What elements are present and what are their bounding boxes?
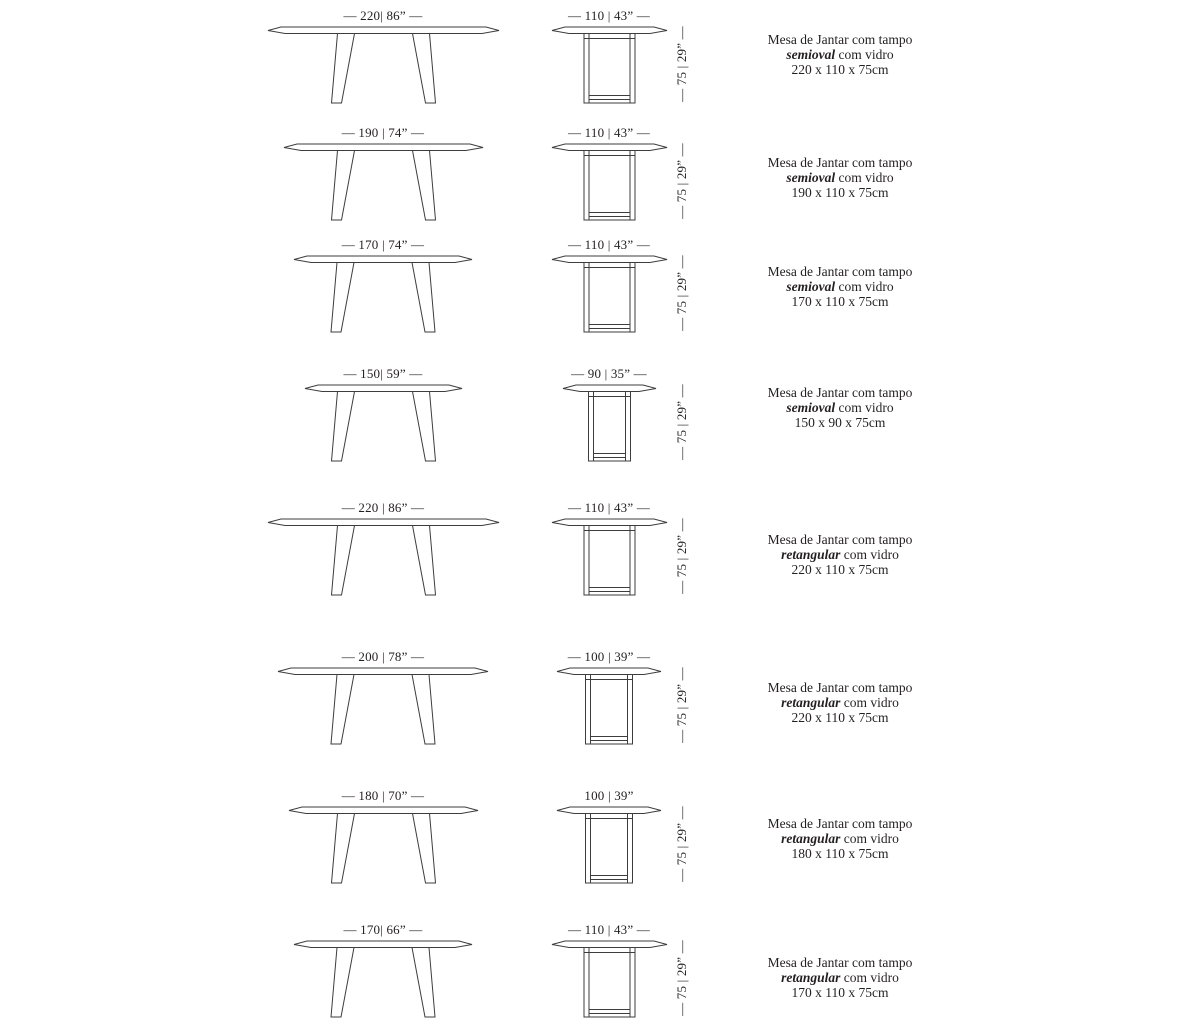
- product-dimensions: 190 x 110 x 75cm: [791, 185, 889, 200]
- spec-row: [0, 788, 1200, 888]
- height-dimension: [650, 939, 714, 1017]
- front-width-label: — 220 | 86” —: [341, 500, 425, 515]
- table-front-drawing: [293, 255, 473, 333]
- product-description: [728, 385, 952, 430]
- height-label: — 75 | 29” —: [674, 667, 689, 743]
- product-material: com vidro: [835, 279, 894, 294]
- product-shape: semioval: [786, 400, 836, 415]
- table-front-drawing: [267, 518, 500, 596]
- table-front-view: [267, 8, 500, 104]
- product-dimensions: 180 x 110 x 75cm: [791, 846, 889, 861]
- product-title: Mesa de Jantar com tampo: [767, 816, 913, 831]
- front-width-label: — 150| 59” —: [343, 366, 423, 381]
- product-material: com vidro: [840, 970, 899, 985]
- side-width-label: — 110 | 43” —: [568, 922, 650, 937]
- spec-row: [0, 8, 1200, 108]
- product-shape: retangular: [781, 970, 841, 985]
- table-front-view: [288, 788, 479, 884]
- height-label: — 75 | 29” —: [674, 518, 689, 594]
- product-material: com vidro: [835, 400, 894, 415]
- height-label: — 75 | 29” —: [674, 384, 689, 460]
- spec-row: [0, 500, 1200, 600]
- table-front-view: [277, 649, 489, 745]
- height-label: — 75 | 29” —: [674, 143, 689, 219]
- product-dimensions: 220 x 110 x 75cm: [791, 710, 889, 725]
- table-side-drawing: [556, 667, 662, 745]
- product-description: [728, 155, 952, 200]
- product-title: Mesa de Jantar com tampo: [767, 32, 913, 47]
- spec-row: [0, 366, 1200, 466]
- product-description: [728, 264, 952, 309]
- product-subtitle: [728, 279, 952, 294]
- table-front-view: [293, 922, 473, 1018]
- product-dimensions: 150 x 90 x 75cm: [794, 415, 886, 430]
- spec-row: [0, 125, 1200, 225]
- table-front-drawing: [293, 940, 473, 1018]
- height-dimension: [650, 142, 714, 220]
- height-label: — 75 | 29” —: [674, 806, 689, 882]
- product-title: Mesa de Jantar com tampo: [767, 264, 913, 279]
- product-dimensions: 170 x 110 x 75cm: [791, 294, 889, 309]
- table-side-drawing: [556, 806, 662, 884]
- height-label: — 75 | 29” —: [674, 940, 689, 1016]
- product-description: [728, 955, 952, 1000]
- product-subtitle: [728, 170, 952, 185]
- side-width-label: 100 | 39”: [584, 788, 634, 803]
- product-title: Mesa de Jantar com tampo: [767, 532, 913, 547]
- product-dimensions: 170 x 110 x 75cm: [791, 985, 889, 1000]
- product-title: Mesa de Jantar com tampo: [767, 955, 913, 970]
- table-front-view: [293, 237, 473, 333]
- front-width-label: — 180 | 70” —: [341, 788, 425, 803]
- product-title: Mesa de Jantar com tampo: [767, 680, 913, 695]
- product-material: com vidro: [835, 47, 894, 62]
- height-dimension: [650, 517, 714, 595]
- height-label: — 75 | 29” —: [674, 26, 689, 102]
- product-shape: semioval: [786, 279, 836, 294]
- side-width-label: — 110 | 43” —: [568, 237, 650, 252]
- height-dimension: [650, 805, 714, 883]
- product-material: com vidro: [840, 547, 899, 562]
- table-side-drawing: [562, 384, 657, 462]
- table-side-view: [562, 366, 657, 462]
- product-subtitle: [728, 47, 952, 62]
- height-dimension: [650, 25, 714, 103]
- table-front-drawing: [277, 667, 489, 745]
- table-front-view: [304, 366, 463, 462]
- product-subtitle: [728, 547, 952, 562]
- product-dimensions: 220 x 110 x 75cm: [791, 62, 889, 77]
- front-width-label: — 170| 66” —: [343, 922, 423, 937]
- product-shape: semioval: [786, 170, 836, 185]
- product-material: com vidro: [835, 170, 894, 185]
- product-dimensions: 220 x 110 x 75cm: [791, 562, 889, 577]
- side-width-label: — 100 | 39” —: [567, 649, 651, 664]
- table-front-view: [267, 500, 500, 596]
- height-dimension: [650, 383, 714, 461]
- product-subtitle: [728, 831, 952, 846]
- front-width-label: — 170 | 74” —: [341, 237, 425, 252]
- product-title: Mesa de Jantar com tampo: [767, 385, 913, 400]
- product-description: [728, 32, 952, 77]
- spec-row: [0, 237, 1200, 337]
- product-shape: retangular: [781, 695, 841, 710]
- front-width-label: — 200 | 78” —: [341, 649, 425, 664]
- product-shape: retangular: [781, 831, 841, 846]
- product-material: com vidro: [840, 831, 899, 846]
- height-dimension: [650, 254, 714, 332]
- product-subtitle: [728, 970, 952, 985]
- table-front-drawing: [283, 143, 484, 221]
- product-subtitle: [728, 400, 952, 415]
- product-material: com vidro: [840, 695, 899, 710]
- side-width-label: — 110 | 43” —: [568, 125, 650, 140]
- table-front-drawing: [288, 806, 479, 884]
- spec-row: [0, 649, 1200, 749]
- product-shape: retangular: [781, 547, 841, 562]
- product-description: [728, 680, 952, 725]
- product-shape: semioval: [786, 47, 836, 62]
- product-title: Mesa de Jantar com tampo: [767, 155, 913, 170]
- height-label: — 75 | 29” —: [674, 255, 689, 331]
- spec-row: [0, 922, 1200, 1022]
- table-side-view: [556, 788, 662, 884]
- side-width-label: — 110 | 43” —: [568, 8, 650, 23]
- height-dimension: [650, 666, 714, 744]
- side-width-label: — 110 | 43” —: [568, 500, 650, 515]
- product-description: [728, 816, 952, 861]
- table-front-drawing: [267, 26, 500, 104]
- front-width-label: — 220| 86” —: [343, 8, 423, 23]
- table-front-drawing: [304, 384, 463, 462]
- product-subtitle: [728, 695, 952, 710]
- front-width-label: — 190 | 74” —: [341, 125, 425, 140]
- table-front-view: [283, 125, 484, 221]
- product-description: [728, 532, 952, 577]
- side-width-label: — 90 | 35” —: [571, 366, 647, 381]
- table-side-view: [556, 649, 662, 745]
